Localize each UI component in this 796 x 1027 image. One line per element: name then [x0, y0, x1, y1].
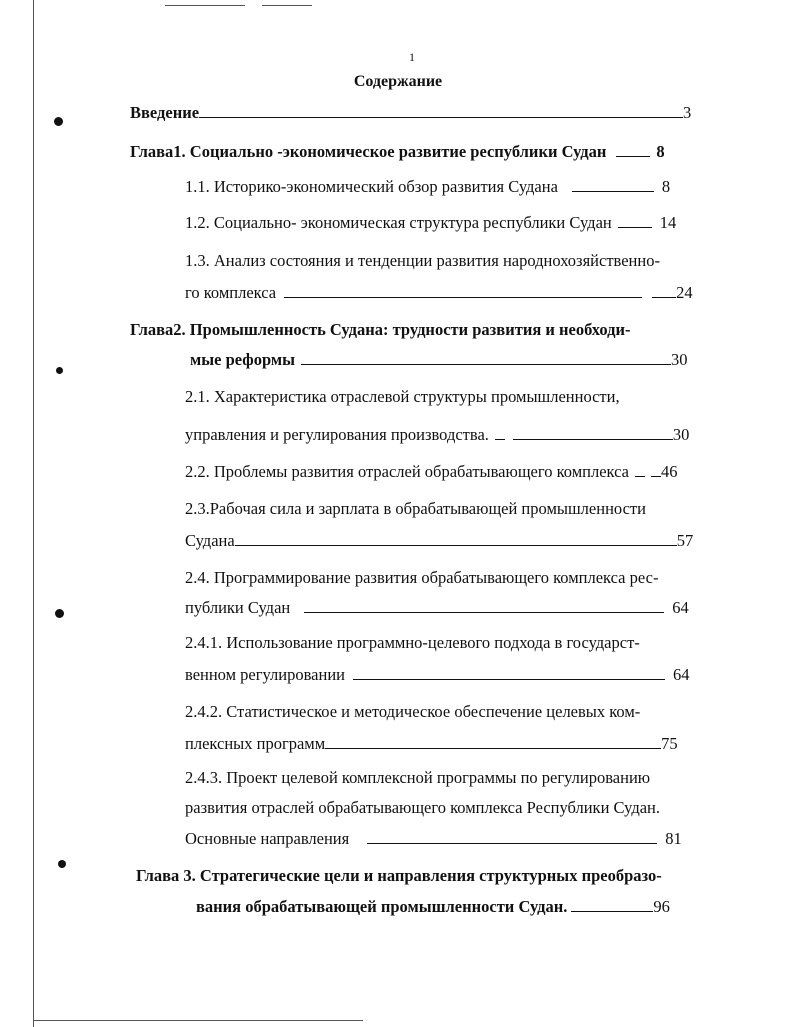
toc-entry-chapter-3-cont	[196, 897, 670, 917]
toc-leader	[572, 177, 654, 192]
toc-entry-intro	[130, 103, 691, 123]
toc-leader	[618, 213, 652, 228]
binder-hole-mark	[56, 367, 63, 374]
toc-entry-2-4-cont	[185, 598, 689, 618]
toc-page: 30	[671, 350, 688, 369]
toc-label: венном регулировании	[185, 665, 345, 684]
toc-entry-2-4-3-cont: развития отраслей обрабатывающего комплекса Республики Судан.	[185, 798, 661, 817]
toc-entry-2-4-2-cont	[185, 734, 678, 754]
toc-entry-2-3: 2.3.Рабочая сила и зарплата в обрабатывающей промышленности	[185, 499, 646, 518]
toc-leader	[199, 103, 683, 118]
toc-entry-1-3: 1.3. Анализ состояния и тенденции развития народнохозяйственно-	[185, 251, 660, 270]
binder-hole-mark	[55, 609, 64, 618]
toc-entry-2-4-2: 2.4.2. Статистическое и методическое обеспечение целевых ком-	[185, 702, 641, 721]
toc-leader	[235, 531, 677, 546]
scan-line-top-2	[262, 5, 312, 6]
toc-entry-2-4-3: 2.4.3. Проект целевой комплексной программы по регулированию	[185, 768, 651, 787]
page-number: 1	[409, 50, 415, 64]
toc-leader	[495, 425, 505, 440]
toc-leader	[651, 462, 661, 477]
toc-label: вания обрабатывающей промышленности Судан.	[196, 897, 568, 916]
toc-leader	[571, 897, 653, 912]
toc-leader	[284, 283, 642, 298]
toc-label: Судана	[185, 531, 235, 550]
toc-page: 64	[673, 665, 690, 684]
toc-entry-2-4-3-cont2	[185, 829, 682, 849]
toc-page: 8	[661, 177, 671, 196]
toc-page: 3	[683, 103, 692, 122]
toc-entry-chapter-3: Глава 3. Стратегические цели и направления структурных преобразо-	[136, 866, 662, 885]
toc-label: Введение	[130, 103, 200, 122]
toc-page: 64	[672, 598, 689, 617]
scan-line-top-1	[165, 5, 245, 6]
toc-leader	[513, 425, 673, 440]
toc-label: Глава1. Социально -экономическое развитие республики Судан	[130, 142, 607, 161]
toc-leader	[304, 598, 664, 613]
toc-entry-2-4-1-cont	[185, 665, 690, 685]
page-title: Содержание	[353, 73, 443, 90]
toc-label: 1.2. Социально- экономическая структура республики Судан	[185, 213, 612, 232]
toc-entry-2-3-cont	[185, 531, 693, 551]
toc-label: мые реформы	[190, 350, 295, 369]
toc-label: Основные направления	[185, 829, 350, 848]
toc-page: 81	[665, 829, 682, 848]
toc-page: 75	[661, 734, 678, 753]
toc-label: управления и регулирования производства.	[185, 425, 489, 444]
toc-entry-2-4-1: 2.4.1. Использование программно-целевого подхода в государст-	[185, 633, 640, 652]
toc-entry-chapter-2: Глава2. Промышленность Судана: трудности развития и необходи-	[130, 320, 631, 339]
toc-leader	[635, 462, 645, 477]
binder-hole-mark	[54, 117, 63, 126]
toc-entry-2-1: 2.1. Характеристика отраслевой структуры промышленности,	[185, 387, 620, 406]
toc-page: 8	[656, 142, 665, 161]
toc-label: публики Судан	[185, 598, 291, 617]
binder-hole-mark	[58, 860, 66, 868]
toc-entry-1-3-cont	[185, 283, 693, 303]
toc-leader	[325, 734, 661, 749]
toc-label: плексных программ	[185, 734, 326, 753]
toc-leader	[301, 350, 671, 365]
toc-entry-1-1	[185, 177, 670, 197]
scan-edge-left	[33, 0, 34, 1027]
toc-page: 24	[676, 283, 693, 302]
toc-leader	[652, 283, 676, 298]
toc-leader	[367, 829, 657, 844]
toc-page: 96	[653, 897, 670, 916]
toc-label: 1.1. Историко-экономический обзор развития Судана	[185, 177, 558, 196]
scan-edge-bottom	[33, 1020, 363, 1021]
toc-page: 14	[659, 213, 677, 232]
toc-page: 57	[676, 531, 694, 550]
toc-entry-2-1-cont	[185, 425, 689, 445]
toc-entry-1-2	[185, 213, 676, 233]
toc-entry-2-2	[185, 462, 678, 482]
toc-label: го комплекса	[185, 283, 277, 302]
toc-page: 46	[661, 462, 678, 481]
toc-label: 2.2. Проблемы развития отраслей обрабатывающего комплекса	[185, 462, 629, 481]
toc-leader	[616, 142, 650, 157]
toc-entry-chapter-1	[130, 142, 665, 162]
toc-entry-2-4: 2.4. Программирование развития обрабатывающего комплекса рес-	[185, 568, 659, 587]
toc-entry-chapter-2-cont	[190, 350, 688, 370]
toc-page: 30	[672, 425, 690, 444]
toc-leader	[353, 665, 665, 680]
